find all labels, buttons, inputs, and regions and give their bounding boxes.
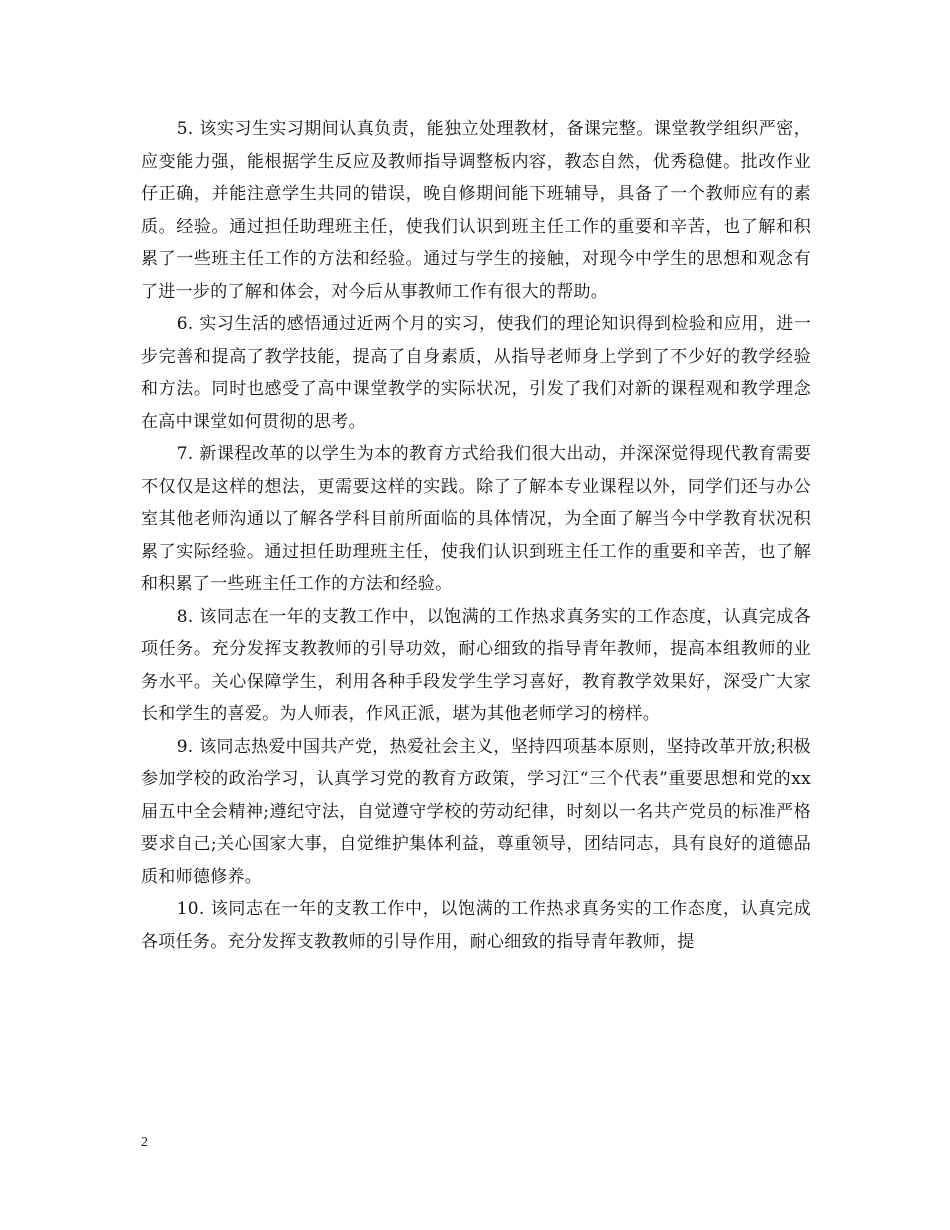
paragraph-10: 10. 该同志在一年的支教工作中，以饱满的工作热求真务实的工作态度，认真完成各项任务。充分发挥支教教师的引导作用，耐心细致的指导青年教师，提 [141,899,811,952]
page-number: 2 [141,1135,148,1150]
paragraph-6: 6. 实习生活的感悟通过近两个月的实习，使我们的理论知识得到检验和应用，进一步完善和提高了教学技能，提高了自身素质，从指导老师身上学到了不少好的教学经验和方法。同时也感受了高中课堂教学的实际状况，引发了我们对新的课程观和教学理念在高中课堂如何贯彻的思考。 [141,314,811,432]
paragraph-9: 9. 该同志热爱中国共产党，热爱社会主义，坚持四项基本原则，坚持改革开放;积极参加学校的政治学习，认真学习党的教育方政策，学习江“三个代表”重要思想和党的xx届五中全会精神;遵纪守法，自觉遵守学校的劳动纪律，时刻以一名共产党员的标准严格要求自己;关心国家大事，自觉维护集体利益，尊重领导，团结同志，具有良好的道德品质和师德修养。 [141,736,811,887]
paragraph-8: 8. 该同志在一年的支教工作中，以饱满的工作热求真务实的工作态度，认真完成各项任务。充分发挥支教教师的引导功效，耐心细致的指导青年教师，提高本组教师的业务水平。关心保障学生，利用各种手段发学生学习喜好，教育教学效果好，深受广大家长和学生的喜爱。为人师表，作风正派，堪为其他老师学习的榜样。 [141,606,811,724]
paragraph-5: 5. 该实习生实习期间认真负责，能独立处理教材，备课完整。课堂教学组织严密，应变能力强，能根据学生反应及教师指导调整板内容，教态自然，优秀稳健。批改作业仔正确，并能注意学生共同的错误，晚自修期间能下班辅导，具备了一个教师应有的素质。经验。通过担任助理班主任，使我们认识到班主任工作的重要和辛苦，也了解和积累了一些班主任工作的方法和经验。通过与学生的接触，对现今中学生的思想和观念有了进一步的了解和体会，对今后从事教师工作有很大的帮助。 [141,119,811,302]
paragraph-7: 7. 新课程改革的以学生为本的教育方式给我们很大出动，并深深觉得现代教育需要不仅仅是这样的想法，更需要这样的实践。除了了解本专业课程以外，同学们还与办公室其他老师沟通以了解各学科目前所面临的具体情况，为全面了解当今中学教育状况积累了实际经验。通过担任助理班主任，使我们认识到班主任工作的重要和辛苦，也了解和积累了一些班主任工作的方法和经验。 [141,444,811,594]
document-body [141,113,811,958]
